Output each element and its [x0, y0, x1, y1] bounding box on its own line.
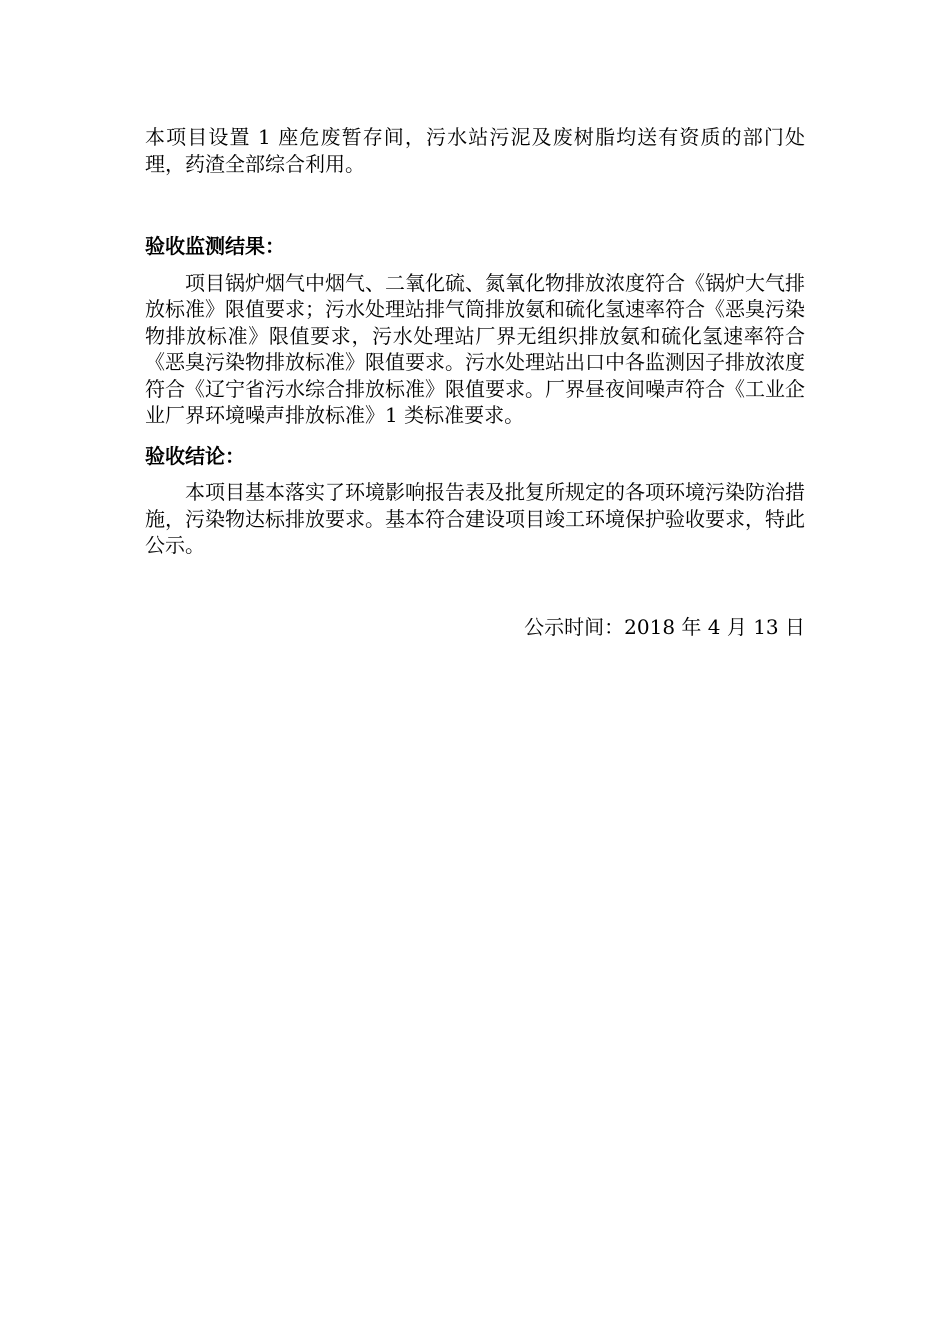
conclusion-heading: 验收结论：	[145, 443, 245, 468]
document-body	[145, 124, 805, 640]
monitoring-results-heading: 验收监测结果：	[145, 234, 285, 258]
publish-date: 公示时间：2018 年 4 月 13 日	[524, 614, 805, 639]
intro-paragraph: 本项目设置 1 座危废暂存间，污水站污泥及废树脂均送有资质的部门处理，药渣全部综合利用。	[145, 125, 805, 176]
monitoring-results-paragraph: 项目锅炉烟气中烟气、二氧化硫、氮氧化物排放浓度符合《锅炉大气排放标准》限值要求；污水处理站排气筒排放氨和硫化氢速率符合《恶臭污染物排放标准》限值要求，污水处理站厂界无组织排放氨和硫化氢速率符合《恶臭污染物排放标准》限值要求。污水处理站出口中各监测因子排放浓度符合《辽宁省污水综合排放标准》限值要求。厂界昼夜间噪声符合《工业企业厂界环境噪声排放标准》1 类标准要求。	[145, 270, 805, 427]
conclusion-paragraph: 本项目基本落实了环境影响报告表及批复所规定的各项环境污染防治措施，污染物达标排放要求。基本符合建设项目竣工环境保护验收要求，特此公示。	[145, 480, 805, 557]
